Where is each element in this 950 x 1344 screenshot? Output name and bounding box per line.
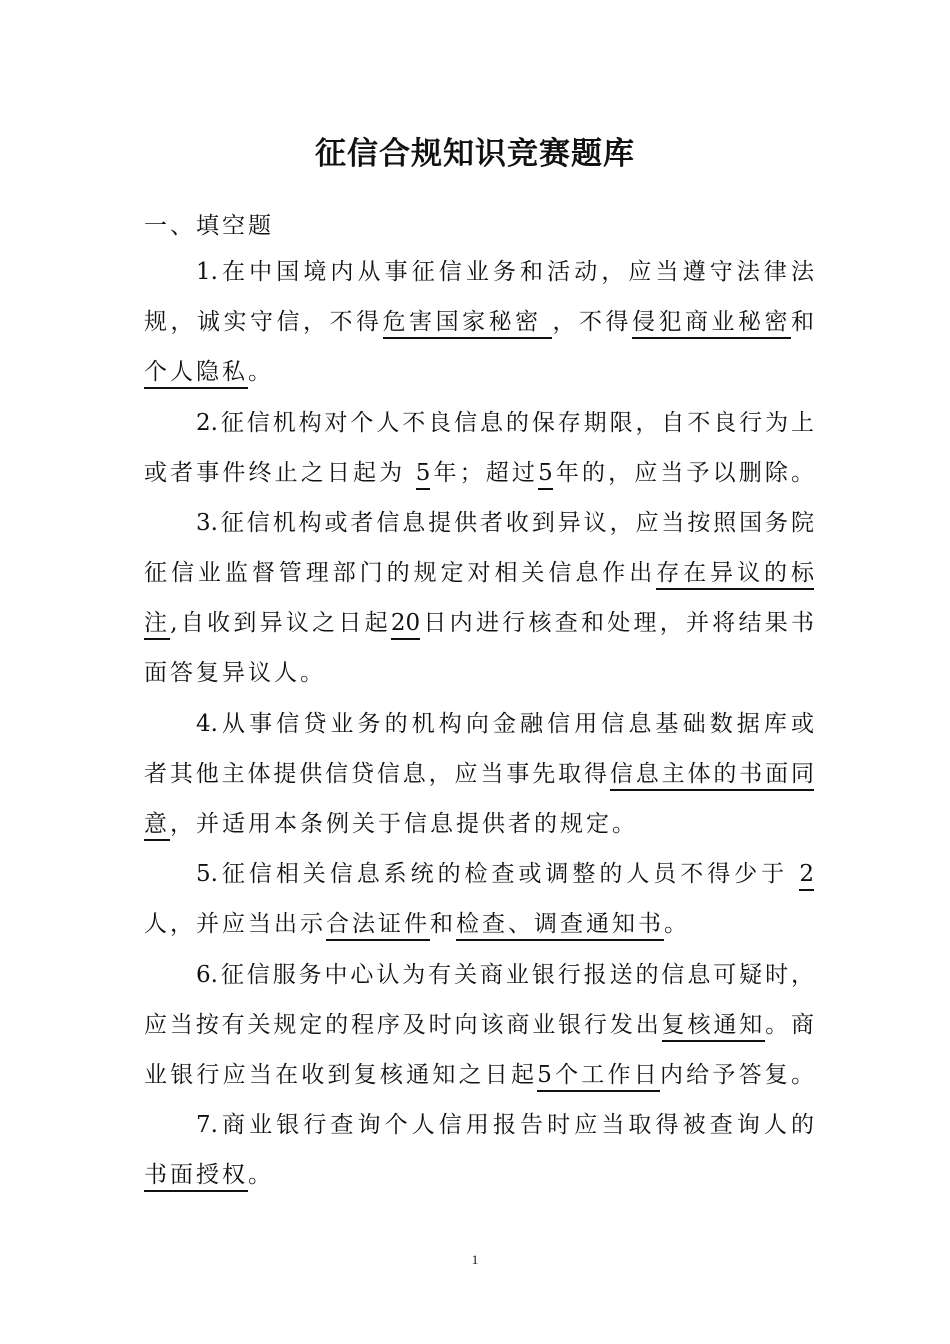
- page-number: 1: [471, 1252, 479, 1267]
- question-5-line-2: [144, 909, 814, 939]
- text: 。商: [765, 1012, 815, 1038]
- answer-blank: 注: [144, 610, 170, 640]
- question-3-line-4: 面答复异议人。: [144, 660, 326, 686]
- question-4-line-1: 4.从事信贷业务的机构向金融信用信息基础数据库或: [196, 711, 814, 737]
- text: 人，并应当出示: [144, 911, 326, 937]
- question-6-line-2: [144, 1010, 814, 1040]
- text: 业银行应当在收到复核通知之日起: [144, 1062, 538, 1088]
- question-3-line-2: [144, 558, 814, 588]
- text: 。: [664, 911, 690, 937]
- text: 内给予答复。: [659, 1062, 815, 1088]
- question-1-line-2: [144, 307, 814, 337]
- answer-blank: 2: [799, 861, 814, 891]
- text: 应当按有关规定的程序及时向该商业银行发出: [144, 1012, 662, 1038]
- question-2-line-2: [144, 458, 814, 488]
- text: 。: [248, 359, 274, 385]
- text: 和: [430, 911, 456, 937]
- question-7-line-1: 7.商业银行查询个人信用报告时应当取得被查询人的: [196, 1112, 814, 1138]
- text: ，并适用本条例关于信息提供者的规定。: [170, 811, 638, 837]
- text: 日内进行核查和处理，并将结果书: [420, 610, 815, 636]
- answer-blank: 5: [538, 460, 553, 490]
- text: ，不得: [552, 309, 632, 335]
- answer-blank: 意: [144, 811, 170, 841]
- question-6-line-1: 6.征信服务中心认为有关商业银行报送的信息可疑时，: [196, 962, 814, 988]
- answer-blank: 危害国家秘密: [383, 309, 553, 339]
- question-4-line-3: [144, 809, 814, 839]
- question-3-line-3: [144, 608, 814, 638]
- text: 年；超过: [430, 460, 539, 486]
- text: 年的，应当予以删除。: [552, 460, 815, 486]
- question-4-line-2: [144, 759, 814, 789]
- section-heading: 一、填空题: [144, 213, 274, 239]
- question-5-line-1: [196, 859, 814, 889]
- question-1-line-3: [144, 357, 814, 387]
- answer-blank: 信息主体的书面同: [610, 761, 814, 791]
- answer-blank: 存在异议的标: [656, 560, 814, 590]
- text: 征信业监督管理部门的规定对相关信息作出: [144, 560, 657, 586]
- answer-blank: 5: [416, 460, 431, 490]
- text: 。: [248, 1162, 274, 1188]
- answer-blank: 20: [391, 610, 420, 640]
- text: 和: [791, 309, 815, 335]
- text: 5.征信相关信息系统的检查或调整的人员不得少于: [196, 861, 800, 887]
- question-1-line-1: 1.在中国境内从事征信业务和活动，应当遵守法律法: [196, 259, 814, 285]
- text: 或者事件终止之日起为: [144, 460, 416, 486]
- answer-blank: 书面授权: [144, 1162, 248, 1192]
- answer-blank: 合法证件: [326, 911, 430, 941]
- text: 者其他主体提供信贷信息，应当事先取得: [144, 761, 610, 787]
- answer-blank: 个人隐私: [144, 359, 248, 389]
- answer-blank: 侵犯商业秘密: [632, 309, 791, 339]
- answer-blank: 检查、调查通知书: [456, 911, 664, 941]
- question-7-line-2: [144, 1160, 814, 1190]
- answer-blank: 5个工作日: [537, 1062, 660, 1092]
- text: ,自收到异议之日起: [170, 610, 391, 636]
- answer-blank: 复核通知: [662, 1012, 766, 1042]
- question-2-line-1: 2.征信机构对个人不良信息的保存期限，自不良行为上: [196, 410, 814, 436]
- question-3-line-1: 3.征信机构或者信息提供者收到异议，应当按照国务院: [196, 510, 814, 536]
- document-title: 征信合规知识竞赛题库: [315, 136, 635, 172]
- question-6-line-3: [144, 1060, 814, 1090]
- text: 规，诚实守信，不得: [144, 309, 383, 335]
